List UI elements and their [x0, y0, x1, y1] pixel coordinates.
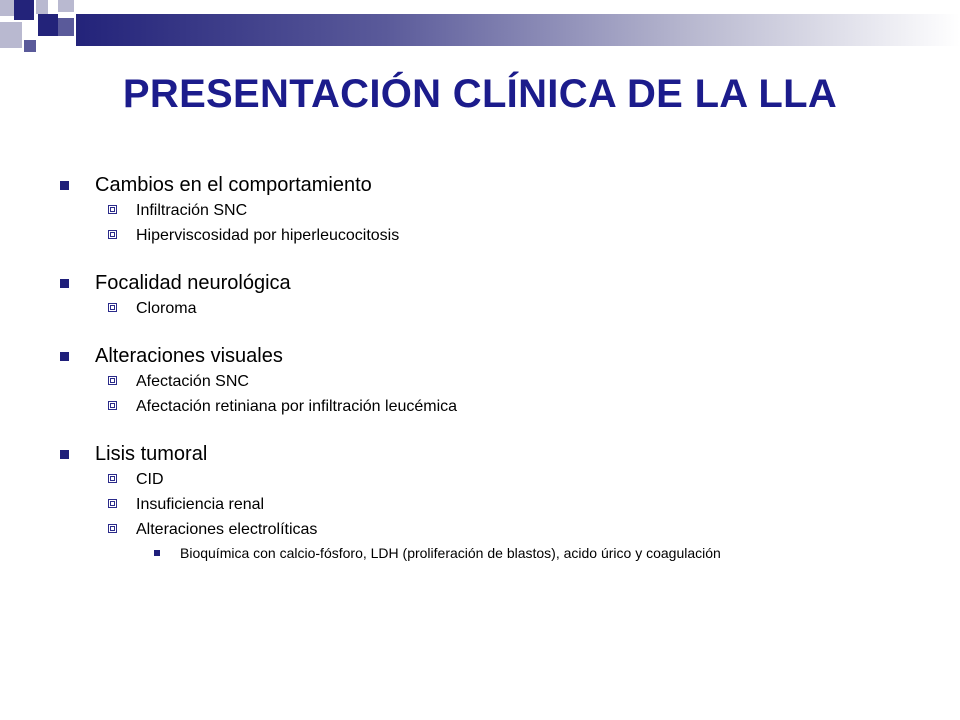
hollow-square-bullet-icon — [108, 474, 117, 483]
bullet-level2 — [58, 517, 938, 542]
deco-square — [14, 0, 34, 20]
deco-square — [58, 0, 74, 12]
square-bullet-icon — [60, 279, 69, 288]
header-gradient-bar — [76, 14, 960, 46]
hollow-square-bullet-icon — [108, 499, 117, 508]
bullet-group — [58, 441, 938, 564]
bullet-text: Afectación SNC — [136, 373, 249, 390]
bullet-level3 — [58, 542, 938, 564]
bullet-text: Lisis tumoral — [95, 443, 208, 465]
bullet-group — [58, 270, 938, 321]
bullet-group — [58, 343, 938, 419]
hollow-square-bullet-icon — [108, 230, 117, 239]
bullet-text: Insuficiencia renal — [136, 496, 265, 513]
bullet-level2 — [58, 369, 938, 394]
deco-square — [58, 18, 74, 36]
bullet-text: Infiltración SNC — [136, 202, 248, 219]
hollow-square-bullet-icon — [108, 303, 117, 312]
bullet-text: Cambios en el comportamiento — [95, 174, 372, 196]
deco-square — [36, 0, 48, 14]
bullet-group — [58, 172, 938, 248]
bullet-level2 — [58, 492, 938, 517]
bullet-level1 — [58, 343, 938, 369]
hollow-square-bullet-icon — [108, 205, 117, 214]
bullet-text: Alteraciones visuales — [95, 345, 283, 367]
deco-square — [0, 22, 22, 48]
bullet-text: CID — [136, 471, 164, 488]
corner-decoration — [0, 0, 80, 60]
hollow-square-bullet-icon — [108, 401, 117, 410]
bullet-level2 — [58, 223, 938, 248]
deco-square — [0, 0, 14, 16]
bullet-text: Cloroma — [136, 300, 197, 317]
slide-title: PRESENTACIÓN CLÍNICA DE LA LLA — [122, 72, 838, 116]
bullet-text: Afectación retiniana por infiltración leucémica — [136, 398, 458, 415]
bullet-level2 — [58, 394, 938, 419]
bullet-level2 — [58, 467, 938, 492]
bullet-text: Hiperviscosidad por hiperleucocitosis — [136, 227, 400, 244]
bullet-text: Alteraciones electrolíticas — [136, 521, 318, 538]
hollow-square-bullet-icon — [108, 376, 117, 385]
bullet-level2 — [58, 198, 938, 223]
bullet-level2 — [58, 296, 938, 321]
bullet-level1 — [58, 270, 938, 296]
square-bullet-icon — [60, 352, 69, 361]
square-bullet-icon — [60, 181, 69, 190]
hollow-square-bullet-icon — [108, 524, 117, 533]
bullet-text: Focalidad neurológica — [95, 272, 291, 294]
bullet-text: Bioquímica con calcio-fósforo, LDH (proliferación de blastos), acido úrico y coagulación — [180, 545, 721, 561]
small-square-bullet-icon — [154, 550, 160, 556]
square-bullet-icon — [60, 450, 69, 459]
deco-square — [38, 14, 58, 36]
slide-content — [58, 172, 938, 586]
bullet-level1 — [58, 441, 938, 467]
deco-square — [24, 40, 36, 52]
bullet-level1 — [58, 172, 938, 198]
